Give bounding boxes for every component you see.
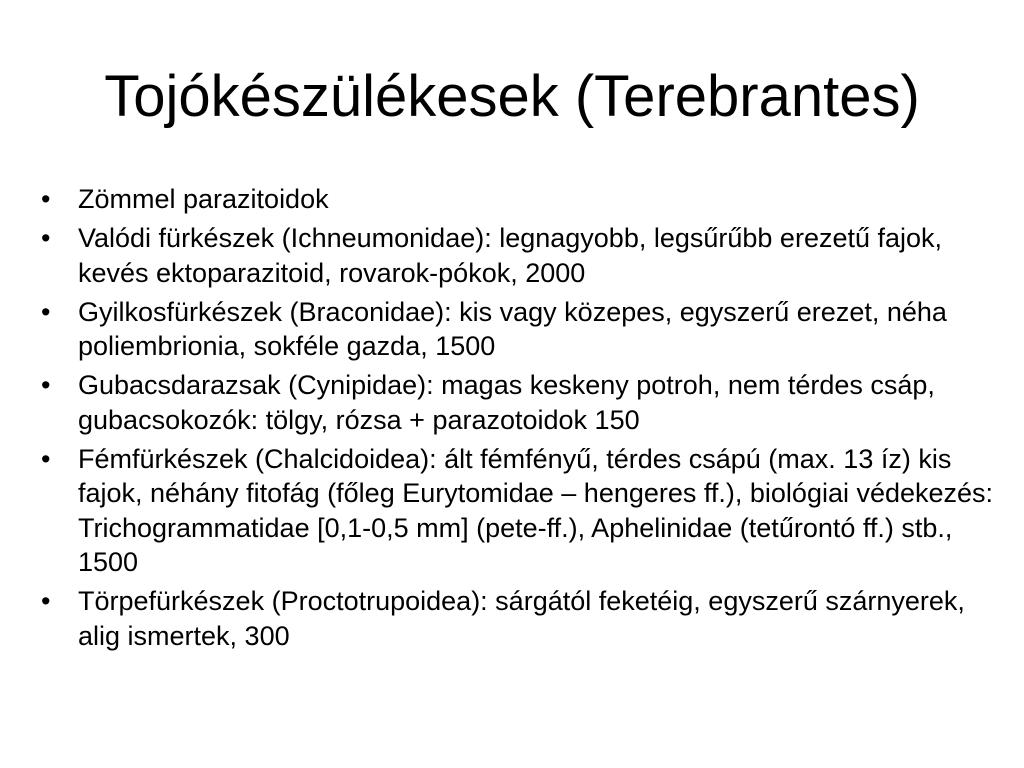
bullet-marker: • bbox=[41, 370, 51, 400]
bullet-item-proctotrupoidea bbox=[41, 584, 1001, 653]
bullet-item-ichneumonidae bbox=[41, 221, 1001, 290]
bullet-text: Gubacsdarazsak (Cynipidae): magas keskeny potroh, nem térdes csáp, gubacsokozók: tölgy, rózsa + parazotoidok 150 bbox=[78, 370, 935, 435]
bullet-item-cynipidae bbox=[41, 368, 1001, 437]
bullet-item-chalcidoidea bbox=[41, 442, 1001, 580]
bullet-text: Valódi fürkészek (Ichneumonidae): legnagyobb, legsűrűbb erezetű fajok, kevés ektoparazitoid, rovarok-pókok, 2000 bbox=[78, 223, 943, 288]
bullet-marker: • bbox=[41, 223, 51, 253]
bullet-marker: • bbox=[41, 586, 51, 616]
bullet-text: Gyilkosfürkészek (Braconidae): kis vagy közepes, egyszerű erezet, néha poliembrionia, sokféle gazda, 1500 bbox=[78, 296, 947, 361]
bullet-text: Fémfürkészek (Chalcidoidea): ált fémfényű, térdes csápú (max. 13 íz) kis fajok, néhány fitofág (főleg Eurytomidae – hengeres ff.), biológiai védekezés: Trichogrammatidae [0,1-0,5 mm] (pete-ff.), Aphelinidae (tetűrontó ff.) stb., 1500 bbox=[78, 443, 994, 577]
bullet-marker: • bbox=[41, 443, 51, 474]
slide-title: Tojókészülékesek (Terebrantes) bbox=[104, 64, 920, 129]
bullet-list bbox=[41, 182, 1001, 658]
bullet-item-braconidae bbox=[41, 295, 1001, 364]
bullet-marker: • bbox=[41, 184, 51, 214]
bullet-text: Törpefürkészek (Proctotrupoidea): sárgától feketéig, egyszerű szárnyerek, alig ismertek, 300 bbox=[78, 586, 965, 651]
bullet-item-zommel bbox=[41, 182, 1001, 217]
bullet-text: Zömmel parazitoidok bbox=[78, 184, 329, 214]
bullet-marker: • bbox=[41, 296, 51, 327]
